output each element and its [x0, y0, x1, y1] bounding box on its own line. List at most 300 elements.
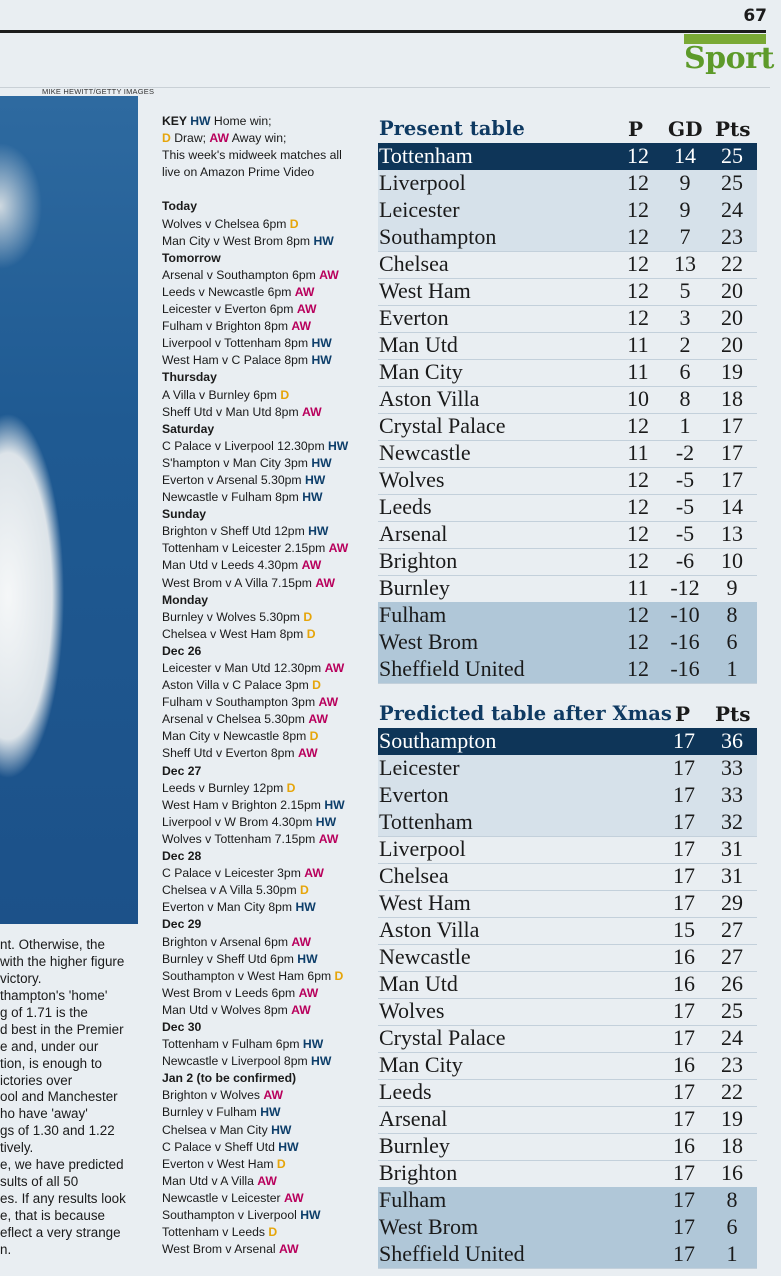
article-line: with the higher figure — [0, 953, 125, 969]
played-cell: 11 — [627, 575, 649, 600]
table-row — [378, 755, 757, 783]
fixture-prediction: D — [280, 387, 290, 402]
played-cell: 12 — [627, 305, 649, 330]
fixture-item — [162, 711, 372, 728]
table-row — [378, 251, 757, 279]
points-cell: 23 — [721, 224, 743, 249]
key-text: HW — [190, 114, 211, 128]
fixture-item — [162, 438, 372, 455]
fixture-date-header: Tomorrow — [162, 250, 221, 265]
goal-difference-cell: 14 — [674, 143, 696, 168]
fixture-prediction: HW — [313, 233, 334, 248]
fixture-prediction: D — [268, 1225, 278, 1240]
points-cell: 8 — [726, 1187, 738, 1212]
table-row — [378, 1133, 757, 1161]
table-row — [378, 917, 757, 945]
played-cell: 10 — [627, 386, 649, 411]
fixture-prediction: AW — [318, 695, 339, 710]
fixture-prediction: HW — [260, 1105, 281, 1120]
team-name: Liverpool — [379, 836, 466, 861]
points-cell: 29 — [721, 890, 743, 915]
fixture-prediction: AW — [257, 1173, 277, 1188]
team-name: Arsenal — [379, 1106, 448, 1131]
fixture-match: A Villa v Burnley 6pm — [162, 387, 281, 402]
played-cell: 16 — [673, 944, 695, 969]
goal-difference-cell: 9 — [679, 197, 691, 222]
fixture-prediction: HW — [324, 797, 345, 812]
table-row — [378, 197, 757, 225]
points-cell: 20 — [721, 332, 743, 357]
team-name: Newcastle — [379, 440, 471, 465]
played-cell: 11 — [627, 359, 649, 384]
fixture-prediction: AW — [263, 1088, 284, 1103]
fixture-match: West Brom v Arsenal — [162, 1242, 279, 1257]
team-name: Burnley — [379, 575, 450, 600]
table-row — [378, 224, 757, 252]
fixture-item — [162, 626, 372, 643]
played-cell: 15 — [673, 917, 695, 942]
results-key — [162, 113, 372, 181]
team-name: Crystal Palace — [379, 413, 506, 438]
fixture-prediction: HW — [278, 1139, 299, 1154]
fixture-match: Brighton v Wolves — [162, 1088, 264, 1103]
played-cell: 17 — [673, 1187, 695, 1212]
goal-difference-cell: 1 — [679, 413, 691, 438]
points-cell: 17 — [721, 413, 743, 438]
played-cell: 12 — [627, 224, 649, 249]
fixture-prediction: AW — [308, 712, 328, 727]
fixture-match: Man City v West Brom 8pm — [162, 233, 314, 248]
team-name: Crystal Palace — [379, 1025, 506, 1050]
fixture-prediction: HW — [302, 1037, 324, 1052]
fixture-item — [162, 318, 372, 335]
fixture-match: Brighton v Sheff Utd 12pm — [162, 524, 309, 539]
played-cell: 12 — [627, 494, 649, 519]
fixture-match: West Ham v Brighton 2.15pm — [162, 797, 325, 812]
fixture-match: Everton v Arsenal 5.30pm — [162, 472, 305, 487]
goal-difference-cell: -5 — [675, 494, 695, 519]
fixture-match: Tottenham v Fulham 6pm — [162, 1037, 303, 1052]
played-cell: 17 — [673, 998, 695, 1023]
fixture-item — [162, 797, 372, 814]
points-cell: 33 — [721, 782, 743, 807]
fixture-date-header: Today — [162, 199, 197, 214]
fixture-match: Fulham v Southampton 3pm — [162, 695, 319, 710]
key-text: AW — [209, 131, 230, 146]
fixture-match: Brighton v Arsenal 6pm — [162, 934, 292, 949]
points-cell: 6 — [726, 1214, 738, 1239]
fixture-prediction: AW — [301, 558, 322, 573]
goal-difference-cell: 5 — [679, 278, 691, 303]
table-row — [378, 1106, 757, 1134]
team-name: Newcastle — [379, 944, 471, 969]
played-cell: 12 — [627, 170, 649, 195]
played-cell: 16 — [673, 1052, 695, 1077]
table-row — [378, 359, 757, 387]
played-cell: 17 — [673, 1079, 695, 1104]
article-line: eflect a very strange — [0, 1224, 121, 1240]
team-name: Man City — [379, 359, 463, 384]
key-line — [162, 164, 372, 181]
played-cell: 16 — [673, 1133, 695, 1158]
key-text: live on Amazon Prime Video — [162, 165, 315, 180]
key-text: D — [162, 131, 171, 146]
points-cell: 8 — [726, 602, 738, 627]
article-line: gs of 1.30 and 1.22 — [0, 1123, 115, 1139]
table-row — [378, 1079, 757, 1107]
fixture-item — [162, 694, 372, 711]
fixture-prediction: D — [289, 216, 299, 231]
fixture-prediction: HW — [315, 814, 337, 829]
article-line: e, we have predicted — [0, 1157, 124, 1173]
fixture-date-header: Sunday — [162, 507, 207, 522]
table-row — [378, 170, 757, 198]
fixture-prediction: HW — [300, 1208, 321, 1222]
fixture-match: Chelsea v West Ham 8pm — [162, 626, 307, 641]
played-cell: 17 — [673, 1025, 695, 1050]
present-col-p: P — [628, 117, 644, 141]
table-row — [378, 386, 757, 414]
played-cell: 11 — [627, 440, 649, 465]
fixture-item — [162, 267, 372, 284]
fixture-item — [162, 968, 372, 985]
fixture-item — [162, 233, 372, 250]
fixture-item — [162, 1139, 372, 1156]
fixture-item — [162, 301, 372, 318]
fixture-item — [162, 728, 372, 745]
fixture-match: Fulham v Brighton 8pm — [162, 319, 292, 334]
fixture-match: Man Utd v A Villa — [162, 1173, 258, 1188]
fixture-item — [162, 1036, 372, 1053]
fixture-item — [162, 609, 372, 626]
fixture-prediction: D — [286, 780, 296, 795]
fixture-item — [162, 677, 372, 694]
fixtures-block — [162, 198, 372, 1258]
fixtures-list — [162, 113, 372, 1258]
played-cell: 12 — [627, 413, 649, 438]
points-cell: 24 — [721, 197, 743, 222]
points-cell: 31 — [721, 863, 743, 888]
played-cell: 17 — [673, 809, 695, 834]
fixture-match: Wolves v Tottenham 7.15pm — [162, 831, 319, 846]
article-line: thampton's 'home' — [0, 987, 108, 1003]
fixture-match: C Palace v Sheff Utd — [162, 1139, 279, 1154]
goal-difference-cell: -5 — [675, 467, 695, 492]
points-cell: 20 — [721, 278, 743, 303]
team-name: Man Utd — [379, 332, 458, 357]
goal-difference-cell: -16 — [670, 629, 700, 654]
team-name: Everton — [379, 305, 449, 330]
table-row — [378, 863, 757, 891]
fixture-item — [162, 404, 372, 421]
fixture-prediction: AW — [318, 831, 339, 846]
points-cell: 14 — [721, 494, 743, 519]
fixture-match: S'hampton v Man City 3pm — [162, 455, 312, 470]
fixture-match: West Ham v C Palace 8pm — [162, 353, 312, 368]
photo-credit: MIKE HEWITT/GETTY IMAGES — [42, 87, 155, 96]
team-name: Leicester — [379, 755, 460, 780]
team-name: Brighton — [379, 1160, 458, 1185]
goal-difference-cell: -12 — [670, 575, 700, 600]
team-name: Everton — [379, 782, 449, 807]
played-cell: 17 — [673, 890, 695, 915]
fixture-date-header: Monday — [162, 592, 209, 607]
fixture-match: Man Utd v Leeds 4.30pm — [162, 558, 302, 573]
team-name: Arsenal — [379, 521, 448, 546]
played-cell: 17 — [673, 755, 695, 780]
fixture-match: Leeds v Newcastle 6pm — [162, 284, 295, 299]
played-cell: 12 — [627, 197, 649, 222]
section-title: Sport — [684, 41, 774, 76]
fixture-match: Burnley v Fulham — [162, 1105, 261, 1120]
fixture-match: Leicester v Man Utd 12.30pm — [162, 661, 325, 675]
fixture-prediction: D — [276, 1156, 286, 1171]
fixture-item — [162, 780, 372, 797]
fixture-prediction: D — [306, 626, 316, 641]
table-row — [378, 467, 757, 495]
fixture-match: Leeds v Burnley 12pm — [162, 780, 287, 795]
fixture-item — [162, 814, 372, 831]
article-line: sults of all 50 — [0, 1174, 79, 1190]
team-name: Burnley — [379, 1133, 450, 1158]
fixture-match: Southampton v Liverpool — [162, 1208, 301, 1222]
played-cell: 17 — [673, 1241, 695, 1266]
table-row — [378, 1187, 757, 1215]
table-row — [378, 728, 757, 756]
goal-difference-cell: 7 — [679, 224, 691, 249]
goal-difference-cell: 6 — [679, 359, 691, 384]
fixture-date-header: Dec 30 — [162, 1019, 202, 1034]
fixture-match: C Palace v Liverpool 12.30pm — [162, 438, 328, 453]
table-row — [378, 332, 757, 360]
fixture-item — [162, 882, 372, 899]
played-cell: 17 — [673, 728, 695, 753]
fixture-item — [162, 1104, 372, 1121]
article-line: tion, is enough to — [0, 1055, 102, 1071]
table-row — [378, 971, 757, 999]
fixture-prediction: AW — [297, 746, 318, 761]
article-line: es. If any results look — [0, 1191, 126, 1207]
points-cell: 19 — [721, 1106, 743, 1131]
team-name: Man City — [379, 1052, 463, 1077]
fixture-item — [162, 745, 372, 762]
fixture-match: C Palace v Leicester 3pm — [162, 866, 305, 881]
fixture-date-header: Dec 29 — [162, 917, 202, 932]
predicted-col-pts: Pts — [715, 702, 751, 726]
article-line: d best in the Premier — [0, 1021, 124, 1037]
played-cell: 17 — [673, 1106, 695, 1131]
table-row — [378, 656, 757, 684]
fixture-item — [162, 865, 372, 882]
fixture-prediction: AW — [294, 284, 315, 299]
played-cell: 12 — [627, 143, 649, 168]
article-line: ictories over — [0, 1072, 73, 1088]
fixture-item — [162, 951, 372, 968]
fixture-prediction: AW — [291, 319, 312, 334]
fixture-prediction: HW — [311, 336, 332, 351]
team-name: Sheffield United — [379, 1241, 525, 1266]
points-cell: 32 — [721, 809, 743, 834]
played-cell: 16 — [673, 971, 695, 996]
table-row — [378, 1025, 757, 1053]
fixture-match: Burnley v Sheff Utd 6pm — [162, 951, 298, 966]
table-row — [378, 782, 757, 810]
fixture-item — [162, 1053, 372, 1070]
fixture-item — [162, 540, 372, 557]
fixture-item — [162, 284, 372, 301]
table-row — [378, 836, 757, 864]
points-cell: 9 — [726, 575, 738, 600]
goal-difference-cell: 13 — [674, 251, 696, 276]
played-cell: 17 — [673, 836, 695, 861]
fixture-prediction: AW — [278, 1242, 299, 1257]
article-line: victory. — [0, 970, 42, 986]
fixture-prediction: HW — [311, 1054, 332, 1069]
team-name: Tottenham — [379, 809, 473, 834]
team-name: Southampton — [379, 224, 497, 249]
fixture-prediction: AW — [319, 267, 339, 282]
article-line: e and, under our — [0, 1038, 99, 1054]
table-row — [378, 1160, 757, 1188]
table-row — [378, 890, 757, 918]
fixture-prediction: HW — [271, 1122, 292, 1137]
fixture-item — [162, 831, 372, 848]
points-cell: 16 — [721, 1160, 743, 1185]
fixture-match: Burnley v Wolves 5.30pm — [162, 609, 304, 624]
fixture-date-header: Dec 27 — [162, 763, 202, 778]
fixture-item — [162, 575, 372, 592]
points-cell: 25 — [721, 170, 743, 195]
predicted-table-title: Predicted table after Xmas — [379, 702, 672, 725]
article-text — [0, 937, 140, 1259]
table-row — [378, 1241, 757, 1269]
team-name: Sheffield United — [379, 656, 525, 681]
article-line: tively. — [0, 1140, 34, 1156]
article-line: e, that is because — [0, 1208, 105, 1223]
points-cell: 22 — [721, 251, 743, 276]
team-name: Leeds — [379, 494, 432, 519]
played-cell: 12 — [627, 278, 649, 303]
fixture-prediction: HW — [304, 472, 326, 487]
fixture-item — [162, 1190, 372, 1207]
played-cell: 12 — [627, 629, 649, 654]
article-line: nt. Otherwise, the — [0, 937, 105, 952]
goal-difference-cell: -6 — [675, 548, 695, 573]
table-row — [378, 1052, 757, 1080]
fixture-item — [162, 557, 372, 574]
team-name: Southampton — [379, 728, 497, 753]
team-name: West Ham — [379, 278, 471, 303]
fixture-match: Southampton v West Ham 6pm — [162, 968, 335, 983]
fixture-date-header: Saturday — [162, 421, 215, 436]
points-cell: 10 — [721, 548, 743, 573]
fixture-match: Everton v West Ham — [162, 1156, 277, 1171]
team-name: Aston Villa — [379, 917, 480, 942]
table-row — [378, 1214, 757, 1242]
fixture-prediction: AW — [304, 866, 324, 881]
fixture-prediction: HW — [295, 900, 316, 915]
key-line — [162, 147, 372, 164]
fixture-item — [162, 335, 372, 352]
points-cell: 13 — [721, 521, 743, 546]
table-row — [378, 143, 757, 171]
fixture-match: Newcastle v Fulham 8pm — [162, 490, 303, 505]
points-cell: 1 — [726, 1241, 738, 1266]
goal-difference-cell: 3 — [679, 305, 691, 330]
fixture-prediction: D — [312, 678, 321, 693]
points-cell: 18 — [721, 386, 743, 411]
fixture-prediction: AW — [291, 934, 312, 949]
fixture-prediction: D — [299, 883, 309, 898]
fixture-match: Wolves v Chelsea 6pm — [162, 216, 290, 231]
key-line — [162, 130, 372, 147]
played-cell: 12 — [627, 548, 649, 573]
fixture-prediction: AW — [315, 575, 335, 590]
fixture-match: Man City v Newcastle 8pm — [162, 729, 310, 744]
team-name: Liverpool — [379, 170, 466, 195]
fixture-item — [162, 472, 372, 489]
goal-difference-cell: -10 — [670, 602, 700, 627]
fixture-match: Man Utd v Wolves 8pm — [162, 1002, 292, 1017]
key-text: KEY — [162, 114, 191, 128]
team-name: Wolves — [379, 467, 445, 492]
team-name: West Brom — [379, 629, 479, 654]
fixture-match: Liverpool v W Brom 4.30pm — [162, 814, 316, 829]
fixture-prediction: AW — [302, 404, 322, 419]
table-row — [378, 575, 757, 603]
team-name: Wolves — [379, 998, 445, 1023]
fixture-match: Leicester v Everton 6pm — [162, 302, 297, 317]
points-cell: 19 — [721, 359, 743, 384]
goal-difference-cell: 8 — [679, 386, 691, 411]
fixture-match: Tottenham v Leicester 2.15pm — [162, 541, 329, 556]
table-row — [378, 629, 757, 657]
points-cell: 31 — [721, 836, 743, 861]
points-cell: 25 — [721, 998, 743, 1023]
fixture-match: Chelsea v A Villa 5.30pm — [162, 883, 300, 898]
points-cell: 33 — [721, 755, 743, 780]
team-name: Chelsea — [379, 251, 449, 276]
fixture-item — [162, 1241, 372, 1258]
fixture-prediction: HW — [302, 490, 323, 505]
team-name: Leeds — [379, 1079, 432, 1104]
team-name: Tottenham — [379, 143, 473, 168]
fixture-prediction: D — [334, 968, 344, 983]
fixture-item — [162, 489, 372, 506]
points-cell: 26 — [721, 971, 743, 996]
fixture-item — [162, 985, 372, 1002]
fixture-match: Sheff Utd v Man Utd 8pm — [162, 404, 302, 419]
played-cell: 12 — [627, 602, 649, 627]
present-col-gd: GD — [668, 117, 703, 141]
page-number: 67 — [743, 6, 767, 26]
fixture-match: Liverpool v Tottenham 8pm — [162, 336, 312, 351]
fixture-prediction: AW — [324, 661, 345, 675]
key-text: Away win; — [229, 131, 287, 146]
points-cell: 18 — [721, 1133, 743, 1158]
played-cell: 12 — [627, 251, 649, 276]
played-cell: 17 — [673, 1214, 695, 1239]
fixture-match: Chelsea v Man City — [162, 1122, 272, 1137]
fixture-item — [162, 934, 372, 951]
played-cell: 12 — [627, 656, 649, 681]
team-name: Brighton — [379, 548, 458, 573]
goal-difference-cell: 9 — [679, 170, 691, 195]
fixture-item — [162, 387, 372, 404]
points-cell: 6 — [726, 629, 738, 654]
fixture-item — [162, 660, 372, 677]
points-cell: 17 — [721, 440, 743, 465]
